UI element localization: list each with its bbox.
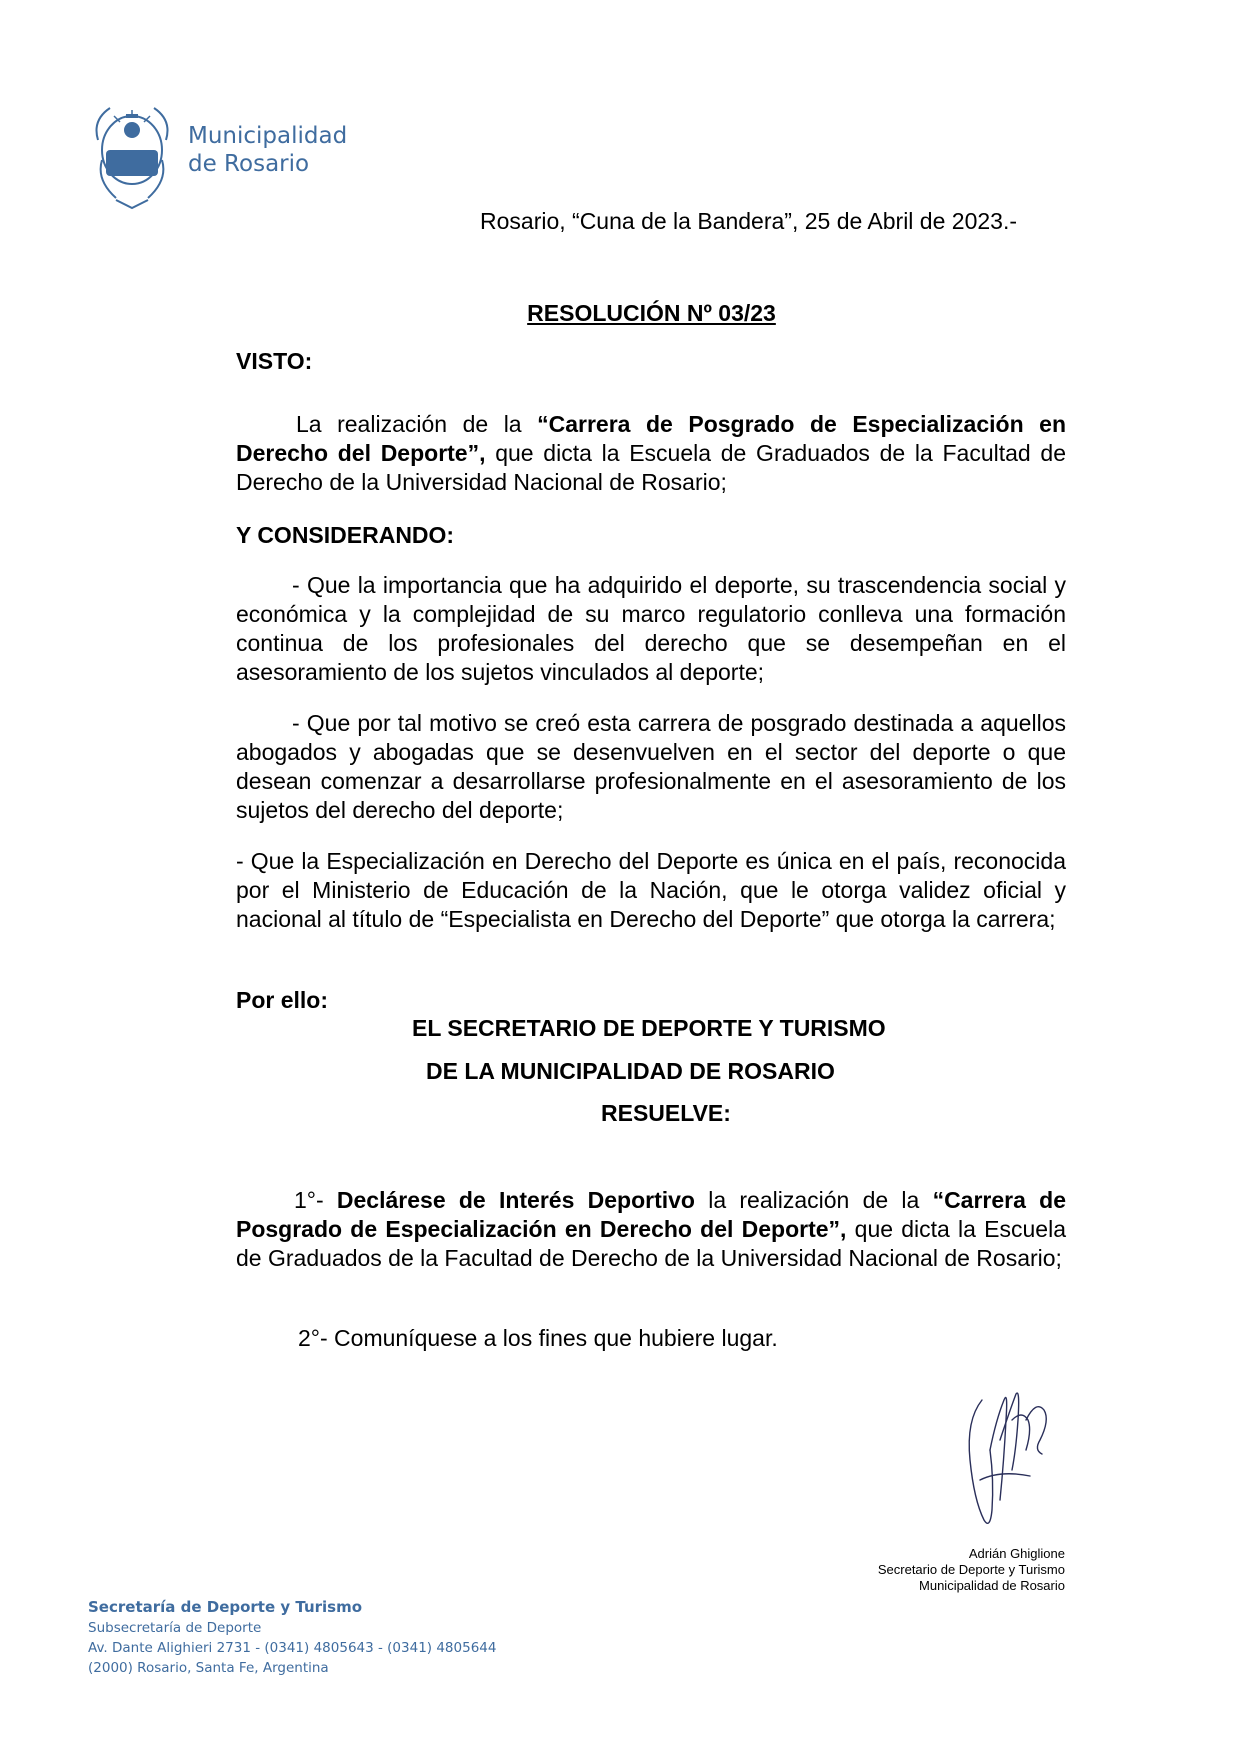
visto-bold-course: “Carrera de Posgrado de Especialización en Derecho del Deporte”,: [236, 411, 1066, 466]
visto-text-1: La realización de la: [296, 411, 538, 437]
handwritten-signature: [960, 1380, 1060, 1540]
municipal-coat-of-arms-icon: [86, 100, 178, 212]
municipality-logo-text: [188, 122, 347, 178]
signer-name: Adrián Ghiglione: [968, 1546, 1065, 1561]
por-ello-heading: Por ello:: [236, 987, 329, 1013]
signer-org: Municipalidad de Rosario: [919, 1578, 1065, 1593]
footer-line-3: (2000) Rosario, Santa Fe, Argentina: [88, 1660, 329, 1676]
article-2: 2°- Comuníquese a los fines que hubiere lugar.: [298, 1325, 778, 1351]
logo-line-2: de Rosario: [188, 151, 310, 177]
visto-text-2: que dicta la Escuela de Graduados de la Facultad de Derecho de la Universidad Nacional de Rosario;: [236, 440, 1067, 495]
footer-line-1: Subsecretaría de Deporte: [88, 1620, 262, 1636]
considerando-paragraph-2: - Que por tal motivo se creó esta carrera de posgrado destinada a aquellos abogados y abogadas que se desenvuelven en el sector del deporte o que desean comenzar a desarrollarse profesionalmente en el asesoramiento de los sujetos del derecho del deporte;: [236, 710, 1066, 823]
article-1-number: 1°-: [294, 1187, 337, 1213]
signer-block: [878, 1546, 1065, 1594]
signer-role: Secretario de Deporte y Turismo: [877, 1562, 1065, 1577]
authority-line-1: EL SECRETARIO DE DEPORTE Y TURISMO: [412, 1015, 886, 1041]
logo-line-1: Municipalidad: [188, 123, 348, 149]
article-1: [236, 1186, 1066, 1273]
considerando-paragraph-3: - Que la Especialización en Derecho del Deporte es única en el país, reconocida por el Ministerio de Educación de la Nación, que le otorga validez oficial y nacional al título de “Especialista en Derecho del Deporte” que otorga la carrera;: [236, 848, 1066, 932]
footer-title: Secretaría de Deporte y Turismo: [88, 1598, 363, 1616]
article-1-text-2: que dicta la Escuela de Graduados de la Facultad de Derecho de la Universidad Nacional de Rosario;: [236, 1216, 1067, 1271]
considerando-heading: Y CONSIDERANDO:: [236, 522, 455, 548]
resuelve-heading: RESUELVE:: [601, 1100, 731, 1126]
visto-paragraph: [236, 410, 1066, 497]
visto-heading: VISTO:: [236, 348, 313, 374]
footer: [88, 1596, 496, 1678]
resolution-title: RESOLUCIÓN Nº 03/23: [527, 300, 776, 326]
footer-line-2: Av. Dante Alighieri 2731 - (0341) 4805643 - (0341) 4805644: [88, 1640, 497, 1656]
article-1-bold-course: “Carrera de Posgrado de Especialización en Derecho del Deporte”,: [236, 1187, 1066, 1242]
article-1-bold-declaration: Declárese de Interés Deportivo: [336, 1187, 695, 1213]
authority-line-2: DE LA MUNICIPALIDAD DE ROSARIO: [426, 1058, 835, 1084]
article-1-text-1: la realización de la: [694, 1187, 933, 1213]
place-date: Rosario, “Cuna de la Bandera”, 25 de Abril de 2023.-: [480, 208, 1017, 234]
considerando-paragraph-1: - Que la importancia que ha adquirido el deporte, su trascendencia social y económica y la complejidad de su marco regulatorio conlleva una formación continua de los profesionales del derecho que se desempeñan en el asesoramiento de los sujetos vinculados al deporte;: [236, 572, 1066, 685]
